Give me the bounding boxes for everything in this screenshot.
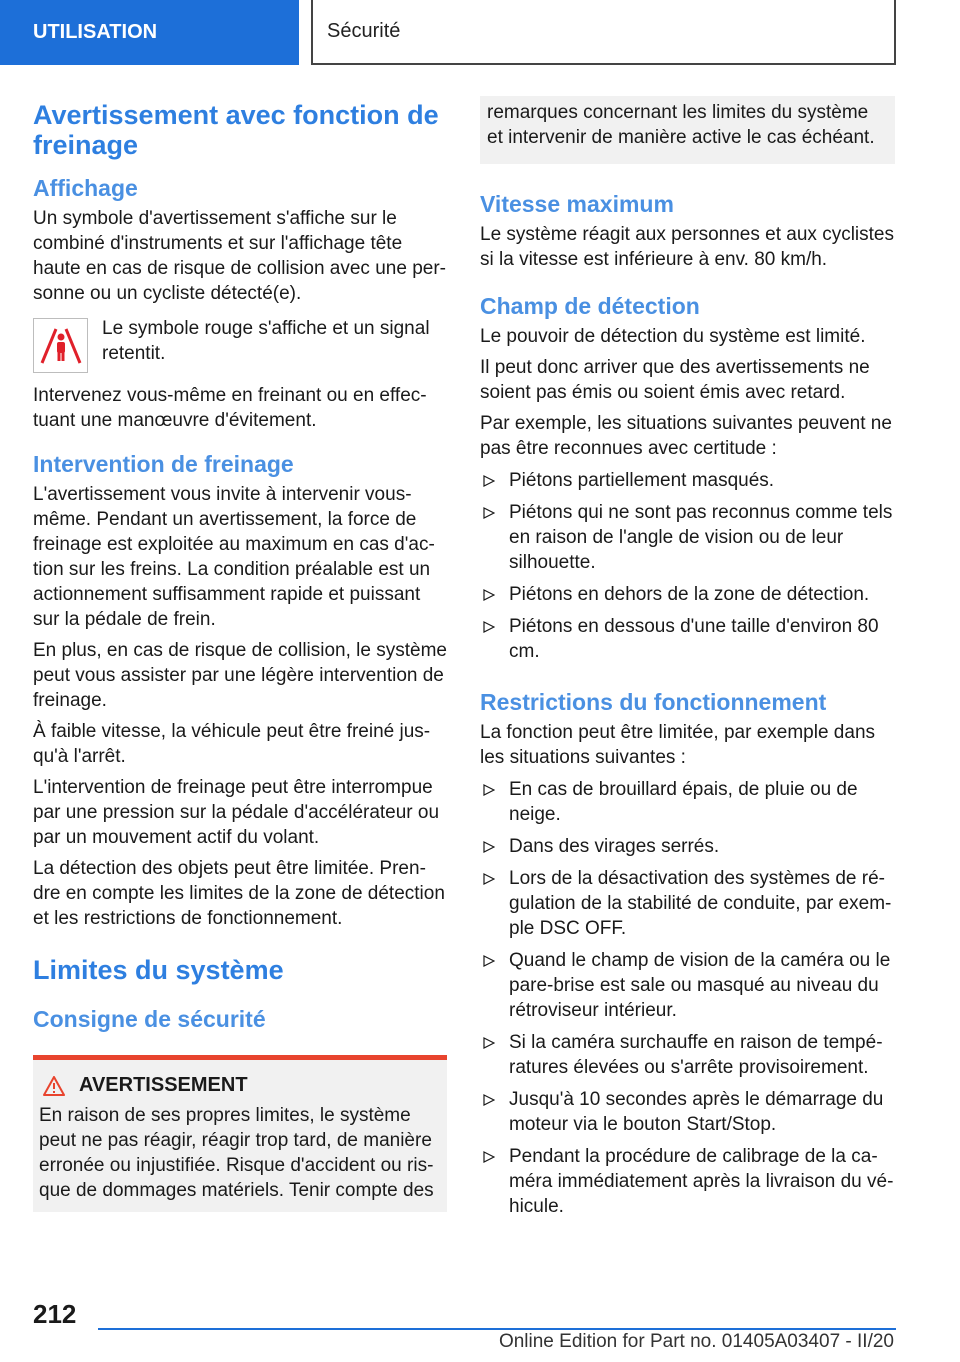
triangle-bullet-icon <box>483 841 495 853</box>
triangle-bullet-icon <box>483 621 495 633</box>
list-item: Dans des virages serrés. <box>480 834 895 859</box>
triangle-bullet-icon <box>483 475 495 487</box>
list-item: Quand le champ de vision de la caméra ou le pare-brise est sale ou masqué au niveau du rétroviseur intérieur. <box>480 948 895 1023</box>
restrictions-list <box>480 777 895 1219</box>
page-number: 212 <box>33 1299 77 1329</box>
paragraph-intervention-5: La détection des objets peut être limitée. Prendre en compte les limites de la zone de détection et les restrictions de fonctionnement. <box>33 858 445 929</box>
paragraph-speed: Le système réagit aux personnes et aux cyclistes si la vitesse est inférieure à env. 80 km/h. <box>480 224 894 270</box>
heading-system-limits: Limites du système <box>33 955 284 985</box>
list-item: Jusqu'à 10 secondes après le démarrage du moteur via le bouton Start/Stop. <box>480 1087 895 1137</box>
paragraph-intervention-3: À faible vitesse, la véhicule peut être freiné jusqu'à l'arrêt. <box>33 721 431 767</box>
paragraph-restrictions: La fonction peut être limitée, par exemple dans les situations suivantes : <box>480 722 876 768</box>
paragraph-intervention-2: En plus, en cas de risque de collision, le système peut vous assister par une légère intervention de freinage. <box>33 640 447 711</box>
triangle-bullet-icon <box>483 1094 495 1106</box>
header-chapter-label: Sécurité <box>327 20 401 42</box>
paragraph-display: Un symbole d'avertissement s'affiche sur le combiné d'instruments et sur l'affichage tête haute en cas de risque de collision avec une personne ou un cycliste détecté(e). <box>33 208 446 304</box>
pedestrian-warning-icon <box>33 318 88 373</box>
heading-detection-field: Champ de détection <box>480 293 700 319</box>
triangle-bullet-icon <box>483 1151 495 1163</box>
paragraph-intervene: Intervenez vous-même en freinant ou en effectuant une manœuvre d'évitement. <box>33 385 427 431</box>
heading-display: Affichage <box>33 175 138 201</box>
list-item: Si la caméra surchauffe en raison de températures élevées ou s'arrête provisoirement. <box>480 1030 895 1080</box>
list-item: Lors de la désactivation des systèmes de régulation de la stabilité de conduite, par exemple DSC OFF. <box>480 866 895 941</box>
heading-function-restrictions: Restrictions du fonctionnement <box>480 689 827 715</box>
triangle-bullet-icon <box>483 784 495 796</box>
paragraph-intervention-1: L'avertissement vous invite à intervenir vous-même. Pendant un avertissement, la force de freinage est exploitée au maximum en cas d'action sur les freins. La condition préalable est un actionnement suffisamment rapide et puissant sur la pédale de frein. <box>33 484 435 630</box>
footer-divider <box>98 1328 896 1330</box>
warning-triangle-icon <box>43 1076 65 1096</box>
right-column <box>480 100 895 1219</box>
triangle-bullet-icon <box>483 1037 495 1049</box>
list-item: Pendant la procédure de calibrage de la caméra immédiatement après la livraison du véhicule. <box>480 1144 895 1219</box>
footer-edition: Online Edition for Part no. 01405A03407 - II/20 <box>498 1331 894 1352</box>
triangle-bullet-icon <box>483 507 495 519</box>
heading-max-speed: Vitesse maximum <box>480 191 674 217</box>
paragraph-field-3: Par exemple, les situations suivantes peuvent ne pas être reconnues avec certitude : <box>480 413 892 459</box>
header-chapter <box>311 0 896 65</box>
triangle-bullet-icon <box>483 955 495 967</box>
warning-box-continued <box>480 96 895 164</box>
triangle-bullet-icon <box>483 589 495 601</box>
detection-limits-list <box>480 468 895 664</box>
list-item: Piétons partiellement masqués. <box>480 468 895 493</box>
header-section <box>0 0 299 65</box>
paragraph-field-1: Le pouvoir de détection du système est limité. <box>480 326 866 347</box>
warning-header <box>39 1074 441 1097</box>
left-column <box>33 100 447 1212</box>
symbol-row <box>33 316 447 373</box>
warning-text: En raison de ses propres limites, le système peut ne pas réagir, réagir trop tard, de manière erronée ou injustifiée. Risque d'accident ou risque de dommages matériels. Tenir compte des <box>39 1105 434 1201</box>
list-item: En cas de brouillard épais, de pluie ou de neige. <box>480 777 895 827</box>
paragraph-field-2: Il peut donc arriver que des avertissements ne soient pas émis ou soient émis avec retard. <box>480 357 870 403</box>
triangle-bullet-icon <box>483 873 495 885</box>
paragraph-intervention-4: L'intervention de freinage peut être interrompue par une pression sur la pédale d'accélérateur ou par un mouvement actif du volant. <box>33 777 440 848</box>
header-section-label: UTILISATION <box>33 21 158 43</box>
list-item: Piétons en dessous d'une taille d'environ 80 cm. <box>480 614 895 664</box>
warning-box <box>33 1055 447 1212</box>
warning-title: AVERTISSEMENT <box>79 1074 248 1096</box>
warning-text-continued: remarques concernant les limites du système et intervenir de manière active le cas échéant. <box>487 102 875 148</box>
heading-intervention: Intervention de freinage <box>33 451 294 477</box>
heading-safety-notice: Consigne de sécurité <box>33 1006 266 1032</box>
list-item: Piétons en dehors de la zone de détection. <box>480 582 895 607</box>
list-item: Piétons qui ne sont pas reconnus comme tels en raison de l'angle de vision ou de leur silhouette. <box>480 500 895 575</box>
heading-braking-warning: Avertissement avec fonction de freinage <box>33 100 439 160</box>
symbol-description: Le symbole rouge s'affiche et un signal retentit. <box>102 318 430 364</box>
